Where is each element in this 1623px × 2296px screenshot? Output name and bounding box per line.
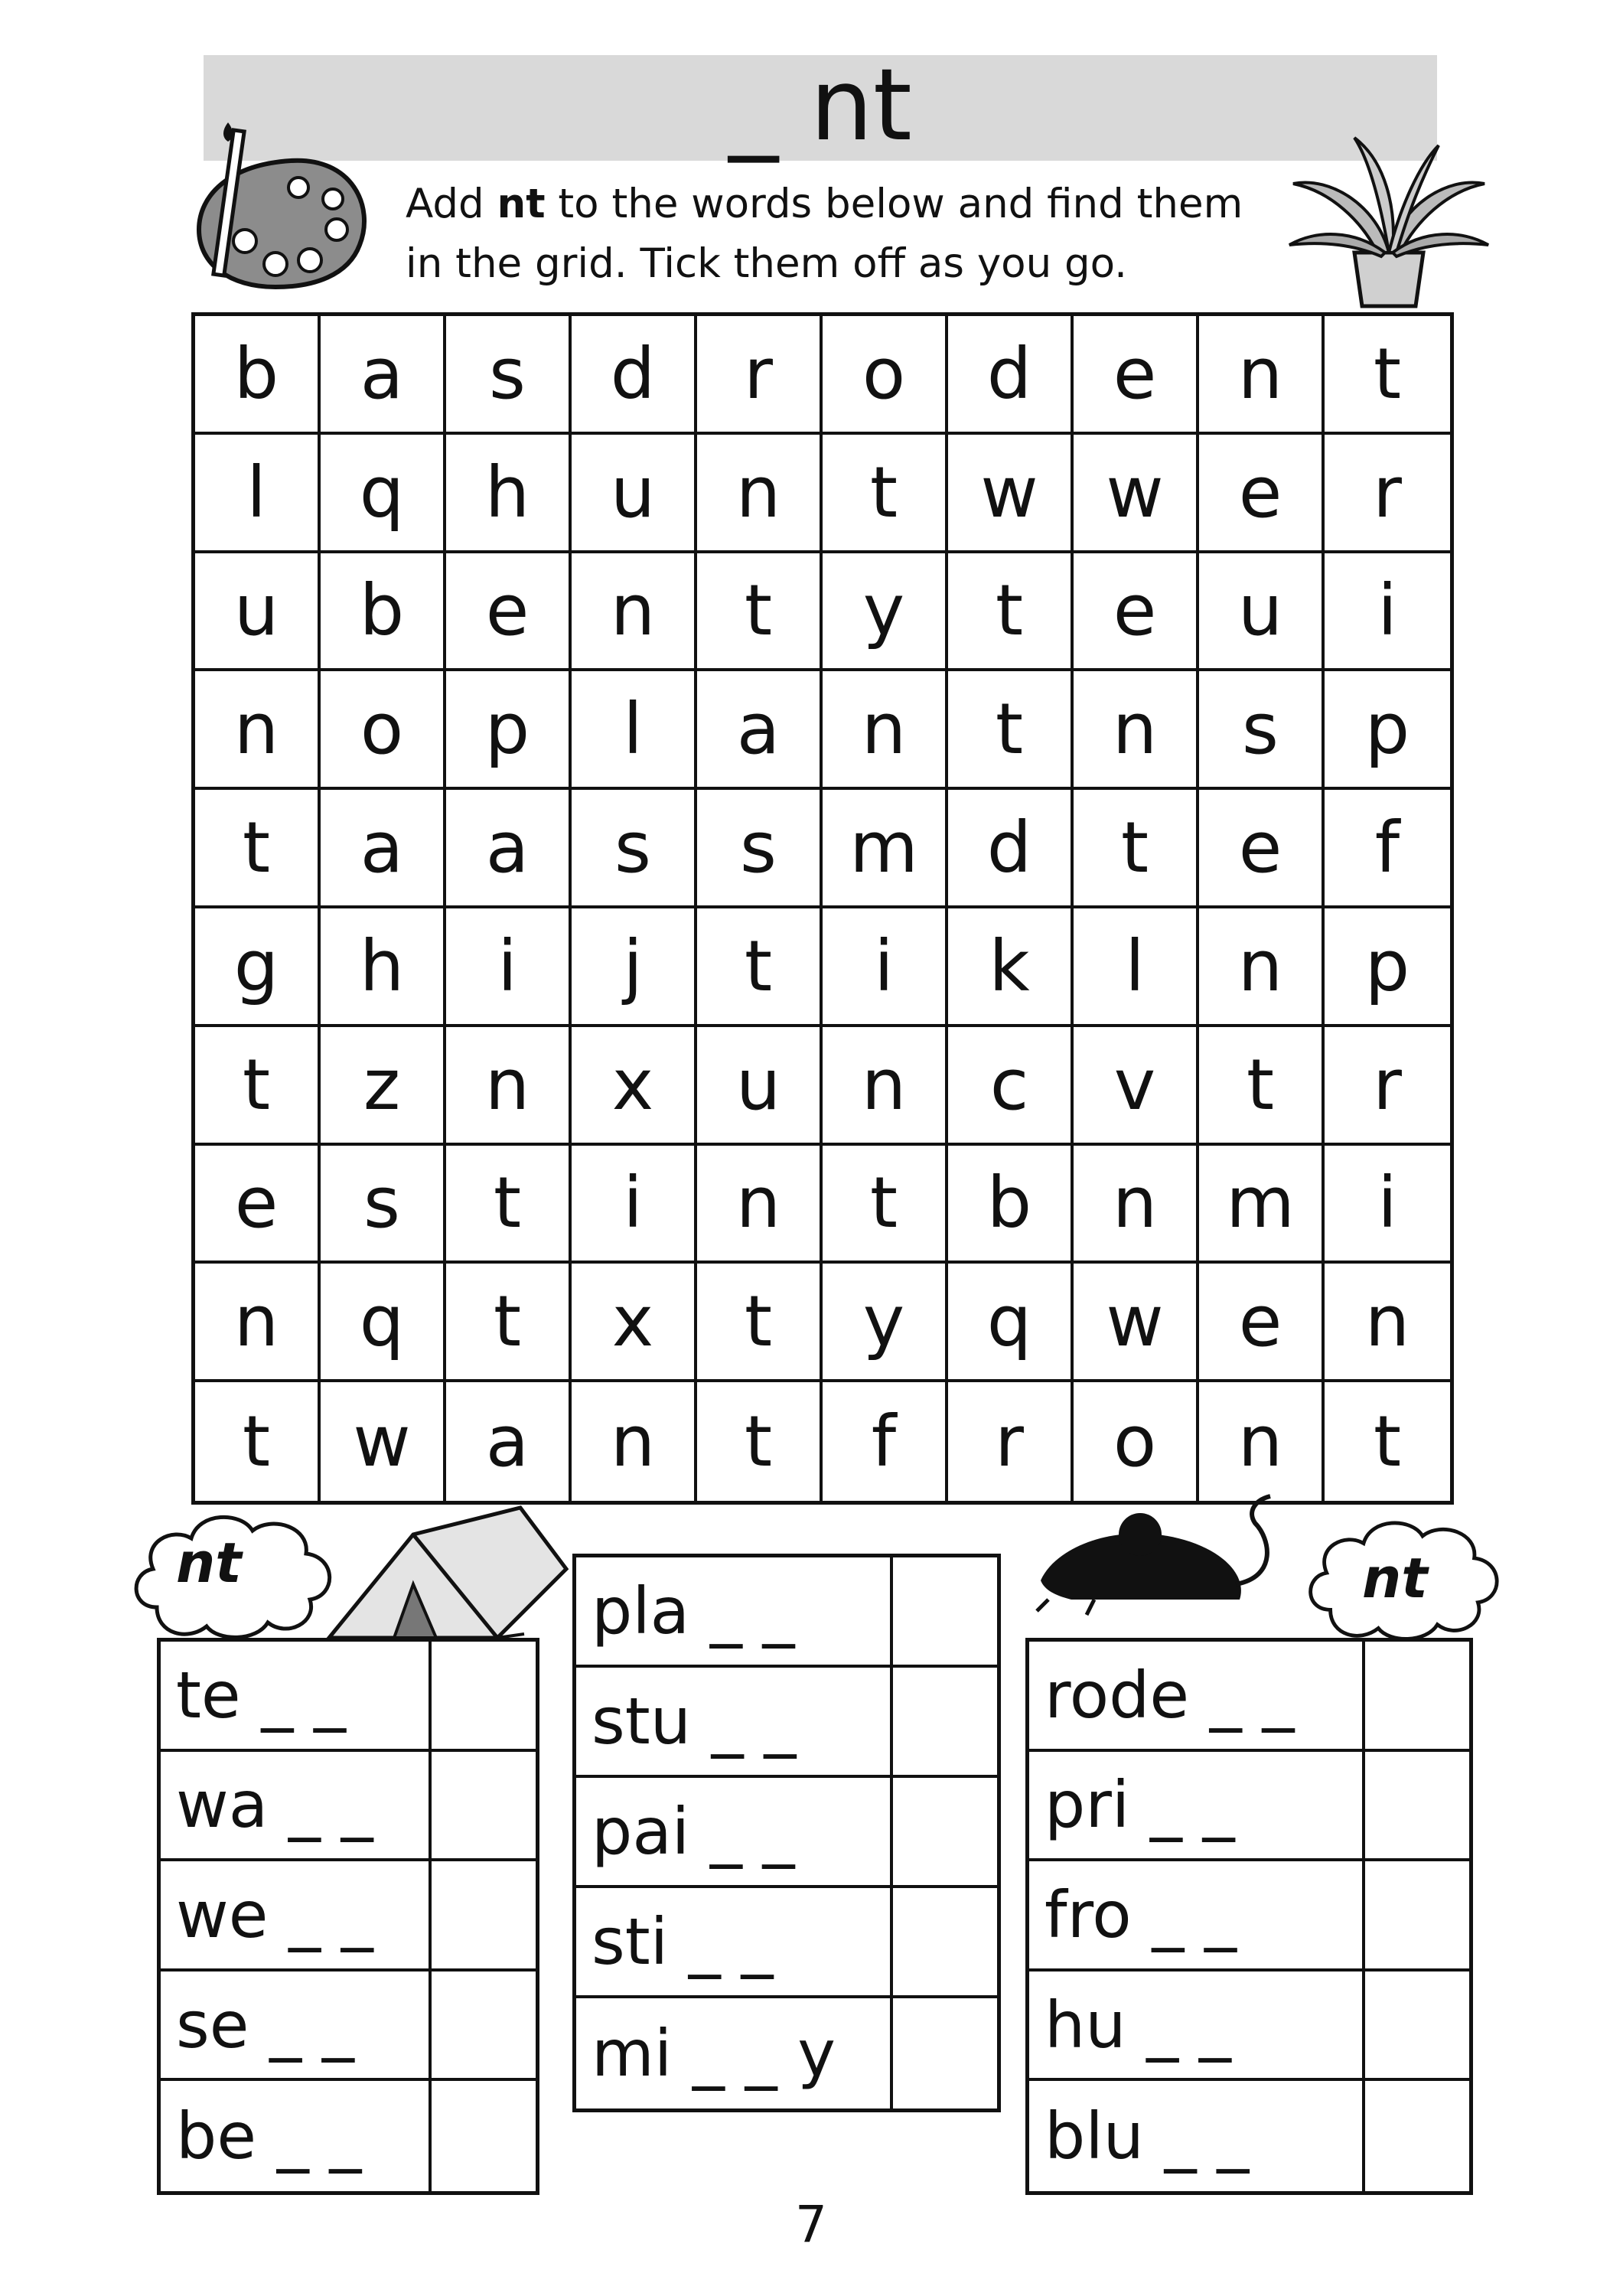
- word-row: [1029, 2081, 1469, 2191]
- grid-cell[interactable]: p: [1325, 908, 1450, 1027]
- word-prompt: blu _ _: [1029, 2081, 1365, 2191]
- grid-cell[interactable]: r: [1325, 435, 1450, 553]
- grid-cell[interactable]: r: [697, 316, 823, 435]
- tick-box[interactable]: [893, 1668, 997, 1775]
- word-prompt: be _ _: [161, 2081, 432, 2191]
- grid-cell[interactable]: n: [697, 435, 823, 553]
- grid-cell[interactable]: e: [1199, 1264, 1325, 1382]
- grid-cell[interactable]: y: [823, 1264, 948, 1382]
- word-row: [1029, 1861, 1469, 1971]
- grid-cell[interactable]: t: [1199, 1027, 1325, 1146]
- grid-cell[interactable]: i: [823, 908, 948, 1027]
- grid-cell[interactable]: s: [697, 790, 823, 908]
- word-row: [576, 1557, 997, 1668]
- tick-box[interactable]: [1365, 1642, 1469, 1749]
- grid-cell[interactable]: s: [446, 316, 572, 435]
- word-prompt: stu _ _: [576, 1668, 893, 1775]
- grid-cell[interactable]: t: [1325, 316, 1450, 435]
- grid-cell[interactable]: v: [1074, 1027, 1199, 1146]
- grid-cell[interactable]: i: [1325, 1146, 1450, 1264]
- grid-cell[interactable]: r: [1325, 1027, 1450, 1146]
- word-row: [576, 1888, 997, 1998]
- word-prompt: hu _ _: [1029, 1971, 1365, 2079]
- grid-cell[interactable]: w: [948, 435, 1074, 553]
- word-prompt: sti _ _: [576, 1888, 893, 1995]
- grid-cell[interactable]: n: [697, 1146, 823, 1264]
- grid-cell[interactable]: j: [572, 908, 697, 1027]
- word-list-middle: [572, 1554, 1001, 2112]
- grid-cell[interactable]: m: [823, 790, 948, 908]
- grid-cell[interactable]: a: [321, 316, 446, 435]
- tick-box[interactable]: [1365, 1971, 1469, 2079]
- word-prompt: we _ _: [161, 1861, 432, 1968]
- grid-cell[interactable]: o: [1074, 1382, 1199, 1501]
- grid-cell[interactable]: n: [195, 671, 321, 790]
- grid-cell[interactable]: p: [446, 671, 572, 790]
- word-prompt: rode _ _: [1029, 1642, 1365, 1749]
- grid-cell[interactable]: m: [1199, 1146, 1325, 1264]
- tick-box[interactable]: [893, 1557, 997, 1665]
- mouse-icon: [1025, 1492, 1301, 1623]
- grid-cell[interactable]: w: [1074, 435, 1199, 553]
- grid-cell[interactable]: d: [948, 790, 1074, 908]
- grid-cell[interactable]: t: [823, 1146, 948, 1264]
- grid-cell[interactable]: t: [697, 553, 823, 672]
- grid-cell[interactable]: u: [195, 553, 321, 672]
- word-prompt: pla _ _: [576, 1557, 893, 1665]
- grid-cell[interactable]: b: [195, 316, 321, 435]
- grid-cell[interactable]: t: [697, 1382, 823, 1501]
- grid-cell[interactable]: n: [823, 1027, 948, 1146]
- word-prompt: mi _ _ y: [576, 1998, 893, 2108]
- cloud-label-right: nt: [1362, 1546, 1428, 1610]
- grid-cell[interactable]: u: [572, 435, 697, 553]
- grid-cell[interactable]: e: [195, 1146, 321, 1264]
- grid-cell[interactable]: n: [572, 553, 697, 672]
- grid-cell[interactable]: b: [321, 553, 446, 672]
- grid-cell[interactable]: t: [823, 435, 948, 553]
- grid-cell[interactable]: h: [321, 908, 446, 1027]
- word-prompt: wa _ _: [161, 1752, 432, 1859]
- word-row: [1029, 1971, 1469, 2082]
- grid-cell[interactable]: d: [572, 316, 697, 435]
- grid-cell[interactable]: t: [948, 671, 1074, 790]
- word-row: [161, 1642, 536, 1752]
- grid-cell[interactable]: r: [948, 1382, 1074, 1501]
- tick-box[interactable]: [893, 1778, 997, 1885]
- grid-cell[interactable]: d: [948, 316, 1074, 435]
- grid-cell[interactable]: l: [195, 435, 321, 553]
- word-row: [576, 1998, 997, 2108]
- grid-cell[interactable]: t: [1074, 790, 1199, 908]
- instructions-highlight: nt: [497, 181, 546, 227]
- grid-cell[interactable]: t: [195, 1382, 321, 1501]
- grid-cell[interactable]: y: [823, 553, 948, 672]
- grid-cell[interactable]: q: [948, 1264, 1074, 1382]
- grid-cell[interactable]: f: [823, 1382, 948, 1501]
- grid-cell[interactable]: s: [572, 790, 697, 908]
- word-list-right: [1025, 1638, 1473, 2195]
- tick-box[interactable]: [432, 1861, 536, 1968]
- grid-cell[interactable]: a: [697, 671, 823, 790]
- word-prompt: pri _ _: [1029, 1752, 1365, 1859]
- word-list-left: [157, 1638, 539, 2195]
- grid-cell[interactable]: e: [446, 553, 572, 672]
- grid-cell[interactable]: w: [321, 1382, 446, 1501]
- word-row: [161, 1752, 536, 1862]
- grid-cell[interactable]: e: [1074, 316, 1199, 435]
- word-row: [576, 1668, 997, 1778]
- grid-cell[interactable]: n: [1199, 908, 1325, 1027]
- instructions: Add nt to the words below and find them in the grid. Tick them off as you go.: [406, 181, 1243, 287]
- grid-cell[interactable]: n: [446, 1027, 572, 1146]
- word-prompt: te _ _: [161, 1642, 432, 1749]
- grid-cell[interactable]: i: [1325, 553, 1450, 672]
- grid-cell[interactable]: e: [1074, 553, 1199, 672]
- tick-box[interactable]: [432, 1971, 536, 2079]
- cloud-label-left: nt: [176, 1531, 242, 1595]
- grid-cell[interactable]: z: [321, 1027, 446, 1146]
- grid-cell[interactable]: i: [572, 1146, 697, 1264]
- tick-box[interactable]: [432, 1642, 536, 1749]
- word-row: [161, 1971, 536, 2082]
- grid-cell[interactable]: g: [195, 908, 321, 1027]
- grid-cell[interactable]: s: [321, 1146, 446, 1264]
- grid-cell[interactable]: c: [948, 1027, 1074, 1146]
- grid-cell[interactable]: i: [446, 908, 572, 1027]
- grid-cell[interactable]: b: [948, 1146, 1074, 1264]
- word-row: [1029, 1642, 1469, 1752]
- potted-plant-icon: [1286, 130, 1492, 314]
- word-row: [161, 1861, 536, 1971]
- grid-cell[interactable]: q: [321, 435, 446, 553]
- grid-cell[interactable]: n: [195, 1264, 321, 1382]
- grid-cell[interactable]: x: [572, 1027, 697, 1146]
- word-row: [576, 1778, 997, 1888]
- word-prompt: fro _ _: [1029, 1861, 1365, 1968]
- page-title: _ nt: [728, 47, 912, 163]
- grid-cell[interactable]: n: [1074, 671, 1199, 790]
- grid-cell[interactable]: t: [1373, 1401, 1402, 1483]
- tick-box[interactable]: [432, 2081, 536, 2191]
- grid-cell[interactable]: n: [1325, 1264, 1450, 1382]
- word-prompt: pai _ _: [576, 1778, 893, 1885]
- grid-cell[interactable]: w: [1074, 1264, 1199, 1382]
- tick-box[interactable]: [1365, 1752, 1469, 1859]
- grid-cell[interactable]: n: [572, 1382, 697, 1501]
- grid-cell[interactable]: l: [572, 671, 697, 790]
- grid-cell[interactable]: t: [446, 1146, 572, 1264]
- grid-cell[interactable]: u: [697, 1027, 823, 1146]
- grid-cell[interactable]: a: [321, 790, 446, 908]
- word-row: [1029, 1752, 1469, 1862]
- grid-cell[interactable]: x: [572, 1264, 697, 1382]
- grid-cell[interactable]: n: [1199, 316, 1325, 435]
- grid-cell[interactable]: s: [1199, 671, 1325, 790]
- tick-box[interactable]: [432, 1752, 536, 1859]
- grid-cell[interactable]: e: [1199, 790, 1325, 908]
- paint-palette-icon: [184, 115, 383, 314]
- grid-cell[interactable]: p: [1325, 671, 1450, 790]
- page-number: 7: [795, 2195, 827, 2254]
- grid-cell[interactable]: t: [697, 908, 823, 1027]
- grid-cell[interactable]: t: [948, 553, 1074, 672]
- grid-cell[interactable]: o: [321, 671, 446, 790]
- tick-box[interactable]: [893, 1998, 997, 2108]
- grid-cell[interactable]: a: [446, 790, 572, 908]
- tent-icon: [321, 1500, 574, 1645]
- tick-box[interactable]: [1365, 2081, 1469, 2191]
- grid-cell[interactable]: q: [321, 1264, 446, 1382]
- grid-cell[interactable]: e: [1199, 435, 1325, 553]
- grid-cell[interactable]: t: [195, 1027, 321, 1146]
- word-row: [161, 2081, 536, 2191]
- grid-cell[interactable]: l: [1074, 908, 1199, 1027]
- grid-cell[interactable]: u: [1199, 553, 1325, 672]
- word-prompt: se _ _: [161, 1971, 432, 2079]
- word-search-grid: [191, 312, 1454, 1505]
- grid-cell[interactable]: o: [823, 316, 948, 435]
- tick-box[interactable]: [893, 1888, 997, 1995]
- grid-cell[interactable]: k: [948, 908, 1074, 1027]
- grid-cell[interactable]: t: [697, 1264, 823, 1382]
- grid-cell[interactable]: t: [195, 790, 321, 908]
- grid-cell[interactable]: n: [1074, 1146, 1199, 1264]
- tick-box[interactable]: [1365, 1861, 1469, 1968]
- grid-cell[interactable]: t: [446, 1264, 572, 1382]
- grid-cell[interactable]: h: [446, 435, 572, 553]
- grid-cell[interactable]: f: [1325, 790, 1450, 908]
- grid-cell[interactable]: a: [446, 1382, 572, 1501]
- grid-cell[interactable]: n: [1199, 1382, 1325, 1501]
- grid-cell[interactable]: n: [823, 671, 948, 790]
